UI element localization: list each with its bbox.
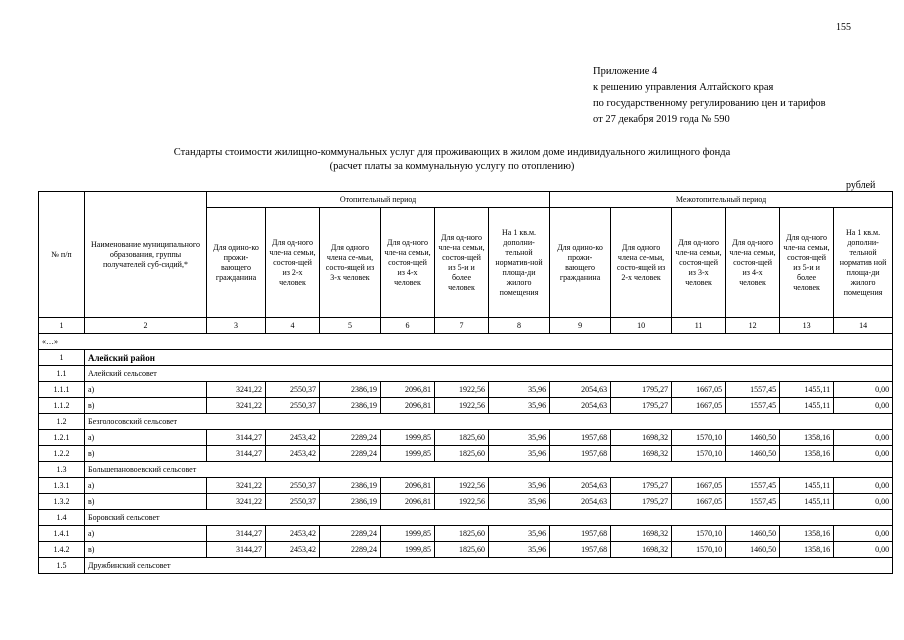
value-cell: 35,96 — [489, 446, 550, 462]
value-cell: 1999,85 — [381, 526, 435, 542]
value-cell: 2453,42 — [266, 542, 320, 558]
value-cell: 1922,56 — [435, 478, 489, 494]
value-cell: 3144,27 — [207, 446, 266, 462]
ellipsis-note: «…» — [39, 334, 893, 350]
value-cell: 3144,27 — [207, 526, 266, 542]
value-cell: 2386,19 — [320, 494, 381, 510]
value-cell: 35,96 — [489, 430, 550, 446]
value-cell: 1455,11 — [780, 398, 834, 414]
value-cell: 2054,63 — [550, 478, 611, 494]
column-number: 4 — [266, 318, 320, 334]
value-cell: 1455,11 — [780, 382, 834, 398]
value-cell: 1957,68 — [550, 542, 611, 558]
table-row-data — [39, 542, 893, 558]
column-number: 1 — [39, 318, 85, 334]
value-cell: 1460,50 — [726, 542, 780, 558]
value-cell: 1570,10 — [672, 526, 726, 542]
value-cell: 2096,81 — [381, 478, 435, 494]
value-cell: 2054,63 — [550, 398, 611, 414]
value-cell: 35,96 — [489, 382, 550, 398]
appendix-line: по государственному регулированию цен и тарифов — [593, 98, 826, 109]
district-name: Алейский район — [85, 350, 893, 366]
settlement-name: Боровский сельсовет — [85, 510, 893, 526]
value-cell: 1667,05 — [672, 494, 726, 510]
value-cell: 1698,32 — [611, 446, 672, 462]
appendix-line: к решению управления Алтайского края — [593, 82, 774, 93]
appendix-line: от 27 декабря 2019 года № 590 — [593, 114, 730, 125]
value-cell: 1825,60 — [435, 526, 489, 542]
table-row-district — [39, 350, 893, 366]
settlement-name: Безголосовский сельсовет — [85, 414, 893, 430]
value-cell: 1358,16 — [780, 542, 834, 558]
row-number: 1.2 — [39, 414, 85, 430]
row-number: 1.4.2 — [39, 542, 85, 558]
value-cell: 1667,05 — [672, 382, 726, 398]
header-num: № п/п — [39, 192, 85, 318]
row-number: 1.1 — [39, 366, 85, 382]
table-row-data — [39, 430, 893, 446]
tariff-table — [38, 191, 893, 574]
header-nonheating-col: Для од-ного чле-на семьи, состоя-щей из 3-х человек — [672, 208, 726, 318]
table-row-data — [39, 382, 893, 398]
value-cell: 1795,27 — [611, 494, 672, 510]
value-cell: 3241,22 — [207, 494, 266, 510]
value-cell: 1570,10 — [672, 446, 726, 462]
header-name: Наименование муниципального образования, группы получателей суб-сидий,* — [85, 192, 207, 318]
value-cell: 2550,37 — [266, 494, 320, 510]
value-cell: 1460,50 — [726, 526, 780, 542]
value-cell: 2054,63 — [550, 382, 611, 398]
value-cell: 2386,19 — [320, 398, 381, 414]
value-cell: 1667,05 — [672, 478, 726, 494]
column-number: 2 — [85, 318, 207, 334]
appendix-note — [593, 64, 826, 128]
row-number: 1.2.2 — [39, 446, 85, 462]
value-cell: 2054,63 — [550, 494, 611, 510]
subtitle-line: (расчет платы за коммунальную услугу по отоплению) — [329, 161, 575, 172]
header-heating-col: Для од-ного чле-на семьи, состоя-щей из 5-и и более человек — [435, 208, 489, 318]
value-cell: 2289,24 — [320, 542, 381, 558]
value-cell: 3144,27 — [207, 430, 266, 446]
header-nonheating-col: Для од-ного чле-на семьи, состоя-щей из 4-х человек — [726, 208, 780, 318]
recipient-group: а) — [85, 430, 207, 446]
value-cell: 2386,19 — [320, 382, 381, 398]
value-cell: 2096,81 — [381, 382, 435, 398]
value-cell: 1922,56 — [435, 494, 489, 510]
table-row-data — [39, 494, 893, 510]
recipient-group: а) — [85, 526, 207, 542]
column-number: 10 — [611, 318, 672, 334]
table-header — [39, 192, 893, 334]
value-cell: 1795,27 — [611, 398, 672, 414]
value-cell: 1455,11 — [780, 494, 834, 510]
value-cell: 2096,81 — [381, 494, 435, 510]
table-row-section — [39, 462, 893, 478]
value-cell: 2453,42 — [266, 430, 320, 446]
row-number: 1.4.1 — [39, 526, 85, 542]
title-line: Стандарты стоимости жилищно-коммунальных услуг для проживающих в жилом доме индивидуального жилищного фонда — [173, 147, 731, 158]
header-heating-col: На 1 кв.м. дополни-тельной норматив-ной площа-ди жилого помещения — [489, 208, 550, 318]
value-cell: 1795,27 — [611, 478, 672, 494]
column-number: 14 — [834, 318, 893, 334]
value-cell: 2453,42 — [266, 526, 320, 542]
value-cell: 1795,27 — [611, 382, 672, 398]
appendix-line: Приложение 4 — [593, 66, 658, 77]
row-number: 1.3 — [39, 462, 85, 478]
value-cell: 1358,16 — [780, 430, 834, 446]
value-cell: 1460,50 — [726, 446, 780, 462]
value-cell: 2289,24 — [320, 430, 381, 446]
settlement-name: Алейский сельсовет — [85, 366, 893, 382]
value-cell: 1570,10 — [672, 542, 726, 558]
value-cell: 1957,68 — [550, 446, 611, 462]
value-cell: 1825,60 — [435, 430, 489, 446]
value-cell: 1698,32 — [611, 542, 672, 558]
header-heating-col: Для одино-ко прожи-вающего гражданина — [207, 208, 266, 318]
value-cell: 3241,22 — [207, 478, 266, 494]
value-cell: 2550,37 — [266, 398, 320, 414]
value-cell: 2289,24 — [320, 526, 381, 542]
value-cell: 1557,45 — [726, 382, 780, 398]
row-number: 1.3.1 — [39, 478, 85, 494]
row-number: 1.5 — [39, 558, 85, 574]
value-cell: 35,96 — [489, 494, 550, 510]
column-number: 3 — [207, 318, 266, 334]
value-cell: 1999,85 — [381, 430, 435, 446]
value-cell: 2453,42 — [266, 446, 320, 462]
value-cell: 0,00 — [834, 526, 893, 542]
recipient-group: в) — [85, 494, 207, 510]
value-cell: 3144,27 — [207, 542, 266, 558]
row-number: 1 — [39, 350, 85, 366]
value-cell: 0,00 — [834, 398, 893, 414]
header-heating-col: Для од-ного чле-на семьи, состоя-щей из 4-х человек — [381, 208, 435, 318]
value-cell: 3241,22 — [207, 382, 266, 398]
value-cell: 1922,56 — [435, 382, 489, 398]
header-nonheating-col: Для од-ного чле-на семьи, состоя-щей из 5-и и более человек — [780, 208, 834, 318]
recipient-group: а) — [85, 382, 207, 398]
value-cell: 0,00 — [834, 494, 893, 510]
value-cell: 1825,60 — [435, 542, 489, 558]
value-cell: 2289,24 — [320, 446, 381, 462]
settlement-name: Дружбинский сельсовет — [85, 558, 893, 574]
value-cell: 1358,16 — [780, 526, 834, 542]
value-cell: 3241,22 — [207, 398, 266, 414]
header-heating-col: Для од-ного чле-на семьи, состоя-щей из 2-х человек — [266, 208, 320, 318]
value-cell: 1557,45 — [726, 398, 780, 414]
page-number: 155 — [836, 22, 851, 33]
value-cell: 1460,50 — [726, 430, 780, 446]
row-number: 1.1.2 — [39, 398, 85, 414]
value-cell: 35,96 — [489, 542, 550, 558]
value-cell: 1358,16 — [780, 446, 834, 462]
value-cell: 1957,68 — [550, 526, 611, 542]
value-cell: 1557,45 — [726, 494, 780, 510]
value-cell: 1557,45 — [726, 478, 780, 494]
table-body — [39, 334, 893, 574]
value-cell: 1455,11 — [780, 478, 834, 494]
value-cell: 1999,85 — [381, 542, 435, 558]
unit-label: рублей — [846, 180, 876, 191]
header-nonheating-col: На 1 кв.м. дополни-тельной норматив ной площа-ди жилого помещения — [834, 208, 893, 318]
value-cell: 1570,10 — [672, 430, 726, 446]
value-cell: 2096,81 — [381, 398, 435, 414]
table-row-section — [39, 558, 893, 574]
table-row-note — [39, 334, 893, 350]
value-cell: 0,00 — [834, 478, 893, 494]
value-cell: 35,96 — [489, 526, 550, 542]
value-cell: 35,96 — [489, 398, 550, 414]
table-row-data — [39, 526, 893, 542]
value-cell: 1957,68 — [550, 430, 611, 446]
value-cell: 1922,56 — [435, 398, 489, 414]
value-cell: 1667,05 — [672, 398, 726, 414]
value-cell: 0,00 — [834, 542, 893, 558]
header-heating-col: Для одного члена се-мьи, состо-ящей из 3-х человек — [320, 208, 381, 318]
value-cell: 0,00 — [834, 446, 893, 462]
recipient-group: в) — [85, 446, 207, 462]
row-number: 1.1.1 — [39, 382, 85, 398]
row-number: 1.4 — [39, 510, 85, 526]
table-row-section — [39, 414, 893, 430]
recipient-group: в) — [85, 542, 207, 558]
column-number: 11 — [672, 318, 726, 334]
table-row-data — [39, 446, 893, 462]
column-number: 13 — [780, 318, 834, 334]
value-cell: 1698,32 — [611, 526, 672, 542]
column-number: 8 — [489, 318, 550, 334]
value-cell: 1999,85 — [381, 446, 435, 462]
table-row-section — [39, 366, 893, 382]
recipient-group: в) — [85, 398, 207, 414]
column-number-row — [39, 318, 893, 334]
value-cell: 1825,60 — [435, 446, 489, 462]
table-row-section — [39, 510, 893, 526]
column-number: 9 — [550, 318, 611, 334]
column-number: 12 — [726, 318, 780, 334]
column-number: 7 — [435, 318, 489, 334]
header-nonheating-col: Для одино-ко прожи-вающего гражданина — [550, 208, 611, 318]
table-row-data — [39, 398, 893, 414]
row-number: 1.3.2 — [39, 494, 85, 510]
table-row-data — [39, 478, 893, 494]
value-cell: 2386,19 — [320, 478, 381, 494]
header-heating-period: Отопительный период — [207, 192, 550, 208]
column-number: 5 — [320, 318, 381, 334]
value-cell: 1698,32 — [611, 430, 672, 446]
value-cell: 35,96 — [489, 478, 550, 494]
recipient-group: а) — [85, 478, 207, 494]
value-cell: 0,00 — [834, 430, 893, 446]
column-number: 6 — [381, 318, 435, 334]
row-number: 1.2.1 — [39, 430, 85, 446]
header-nonheating-period: Межотопительный период — [550, 192, 893, 208]
header-nonheating-col: Для одного члена се-мьи, состо-ящей из 2-х человек — [611, 208, 672, 318]
value-cell: 2550,37 — [266, 478, 320, 494]
value-cell: 0,00 — [834, 382, 893, 398]
value-cell: 2550,37 — [266, 382, 320, 398]
document-title — [0, 146, 904, 174]
settlement-name: Большепановоевский сельсовет — [85, 462, 893, 478]
